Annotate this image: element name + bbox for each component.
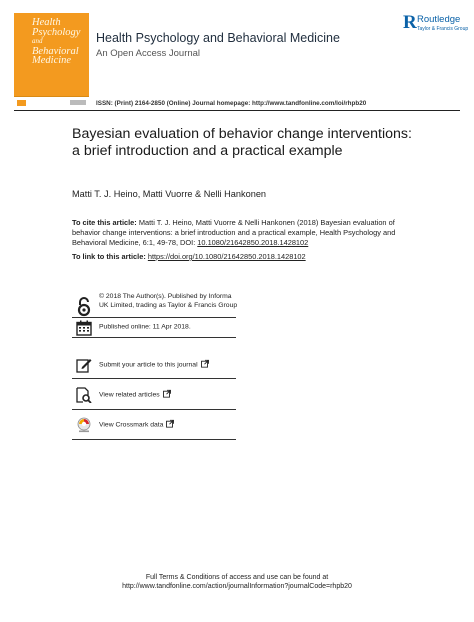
routledge-r-icon: R [403, 12, 417, 33]
publisher-logo [403, 12, 469, 36]
calendar-icon [76, 320, 92, 336]
publisher-group: Taylor & Francis Group [417, 26, 469, 32]
article-authors[interactable]: Matti T. J. Heino, Matti Vuorre & Nelli Hankonen [72, 189, 267, 199]
license-text: © 2018 The Author(s). Published by Informa UK Limited, trading as Taylor & Francis Group [99, 293, 238, 309]
journal-subtitle: An Open Access Journal [96, 48, 201, 59]
citation-doi-link[interactable]: 10.1080/21642850.2018.1428102 [197, 238, 309, 248]
cover-title [32, 18, 88, 66]
crossmark-row[interactable] [72, 410, 236, 440]
submit-article-row[interactable] [72, 352, 236, 379]
related-articles-label[interactable]: View related articles [99, 391, 160, 399]
header-divider [14, 110, 460, 111]
citation-text: Matti T. J. Heino, Matti Vuorre & Nelli Hankonen (2018) Bayesian evaluation of behavior change interventions: a brief introduction and a practical example, Health Psychology and Behavioral Medicine, 6:1, 49-78, DOI: [72, 218, 396, 248]
cover-logo-mark [17, 100, 26, 106]
article-link-line [72, 252, 306, 261]
edit-icon [76, 357, 92, 373]
journal-title: Health Psychology and Behavioral Medicine [96, 31, 340, 45]
external-link-icon [201, 360, 209, 368]
published-row [72, 318, 236, 338]
external-link-icon [163, 389, 171, 397]
cover-footer-strip [14, 96, 89, 108]
related-articles-icon [76, 387, 92, 403]
cover-title-line: Health [32, 17, 61, 28]
open-access-icon [76, 297, 92, 313]
cover-title-line: Psychology [32, 26, 81, 38]
cover-publisher-mark [70, 100, 86, 105]
crossmark-link[interactable] [99, 419, 239, 430]
submit-article-link[interactable] [99, 360, 239, 371]
crossmark-label[interactable]: View Crossmark data [99, 421, 164, 429]
publisher-name: Routledge [417, 14, 461, 25]
related-articles-row[interactable] [72, 380, 236, 410]
terms-url-link[interactable]: http://www.tandfonline.com/action/journalInformation?journalCode=rhpb20 [122, 583, 352, 590]
article-doi-link[interactable]: https://doi.org/10.1080/21642850.2018.1428102 [147, 252, 306, 261]
external-link-icon [166, 419, 174, 427]
terms-footer [0, 573, 474, 591]
cover-title-line: and [32, 37, 43, 45]
license-row [72, 286, 236, 318]
journal-cover-image [14, 13, 89, 108]
cover-title-line: Behavioral [32, 45, 79, 57]
published-date-text: Published online: 11 Apr 2018. [99, 323, 191, 331]
submit-article-label[interactable]: Submit your article to this journal [99, 361, 198, 369]
link-label: To link to this article: [72, 252, 146, 261]
citation-block [72, 218, 408, 249]
cover-title-line: Medicine [32, 55, 72, 66]
terms-line: Full Terms & Conditions of access and use can be found at [145, 574, 329, 581]
article-title: Bayesian evaluation of behavior change interventions: a brief introduction and a practical example [72, 126, 412, 159]
related-articles-link[interactable] [99, 389, 239, 400]
issn-homepage-line: ISSN: (Print) 2164-2850 (Online) Journal homepage: http://www.tandfonline.com/loi/rhpb20 [96, 100, 367, 107]
crossmark-icon [76, 417, 92, 433]
citation-label: To cite this article: [72, 218, 137, 227]
